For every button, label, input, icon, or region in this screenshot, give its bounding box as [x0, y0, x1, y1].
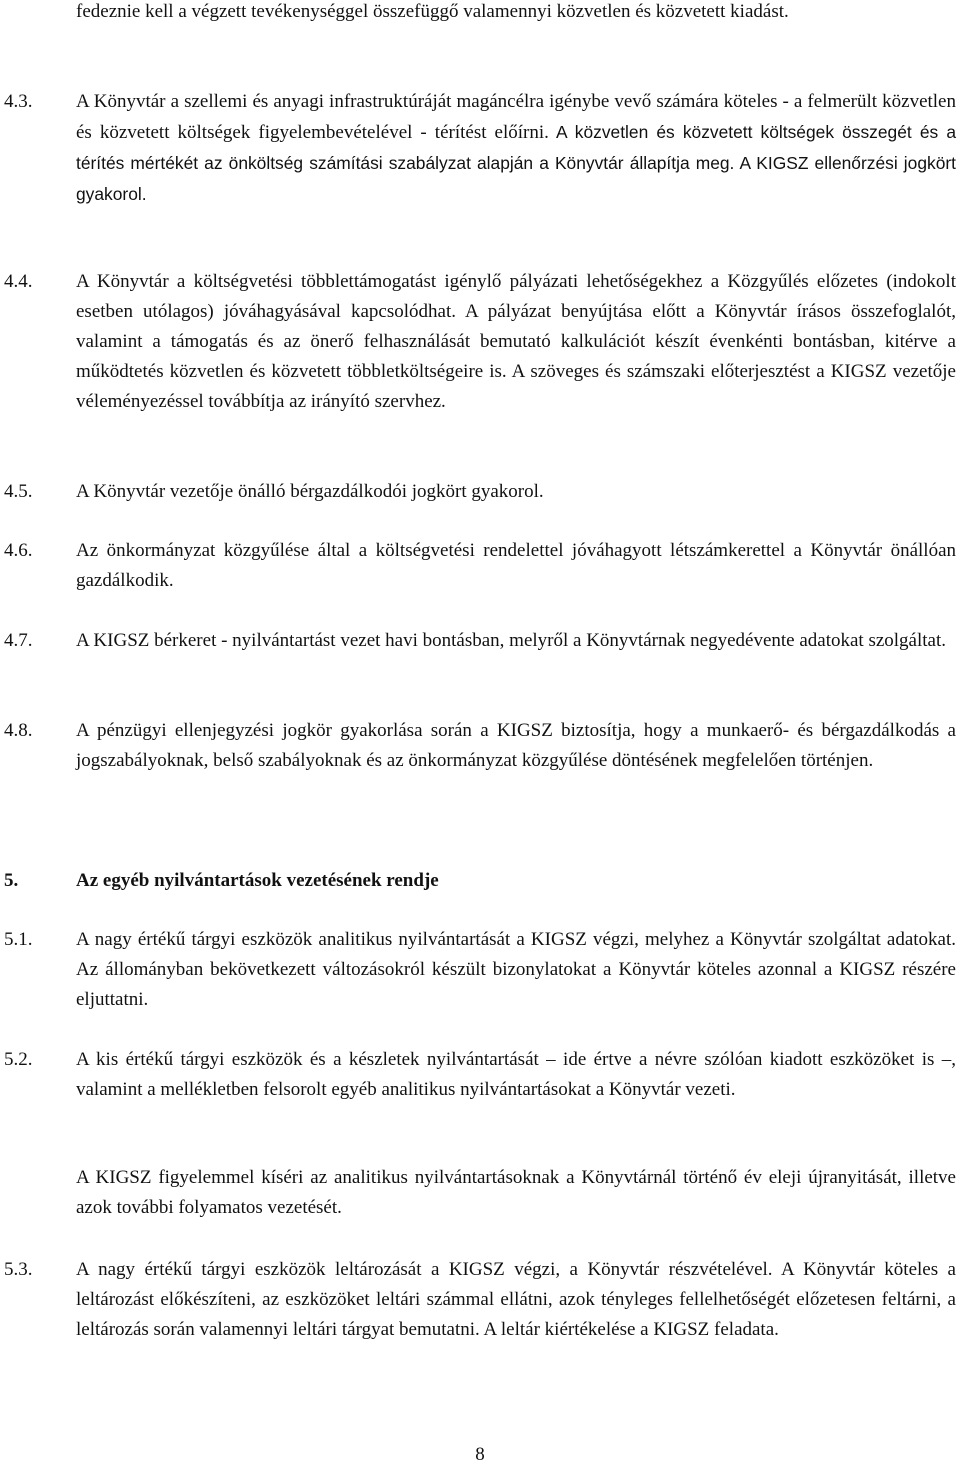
paragraph-number: 4.7. [4, 630, 33, 651]
paragraph-text: fedeznie kell a végzett tevékenységgel összefüggő valamennyi közvetlen és közvetett kiadást. [76, 1, 789, 22]
paragraph-text: A nagy értékű tárgyi eszközök leltározását a KIGSZ végzi, a Könyvtár részvételével. A Könyvtár köteles a leltározást előkészíteni, az eszközöket leltári számmal ellátni, azok tényleges fellelhetőségét előzetesen feltárni, a leltározás során valamennyi leltári tárgyat bemutatni. A leltár kiértékelése a KIGSZ feladata. [76, 1259, 956, 1340]
page-number: 8 [475, 1444, 485, 1465]
paragraph-text: A KIGSZ figyelemmel kíséri az analitikus nyilvántartásoknak a Könyvtárnál történő év eleji újranyitását, illetve azok további folyamatos vezetését. [76, 1167, 956, 1218]
paragraph-text: A KIGSZ bérkeret - nyilvántartást vezet havi bontásban, melyről a Könyvtárnak negyedévente adatokat szolgáltat. [76, 630, 947, 651]
paragraph-text: A kis értékű tárgyi eszközök és a készletek nyilvántartását – ide értve a névre szólóan kiadott eszközöket is –, valamint a mellékletben felsorolt egyéb analitikus nyilvántartásokat a Könyvtár vezeti. [76, 1049, 956, 1100]
section-number: 5. [4, 870, 19, 891]
paragraph-text-serif: A Könyvtár a szellemi és anyagi infrastruktúráját magáncélra igénybe vevő számára köteles - a felmerült közvetlen és közvetett költségek figyelembevételével - térítést előírni. [76, 91, 956, 143]
paragraph-number: 4.8. [4, 720, 33, 741]
paragraph-text: A nagy értékű tárgyi eszközök analitikus nyilvántartását a KIGSZ végzi, melyhez a Könyvtár szolgáltat adatokat. Az állományban bekövetkezett változásokról készült bizonylatokat a Könyvtár köteles azonnal a KIGSZ részére eljuttatni. [76, 929, 956, 1010]
paragraph-text [76, 87, 956, 210]
paragraph-text: A Könyvtár vezetője önálló bérgazdálkodói jogkört gyakorol. [76, 481, 544, 502]
paragraph-number: 4.4. [4, 271, 33, 292]
paragraph-number: 4.5. [4, 481, 33, 502]
paragraph-number: 5.1. [4, 929, 33, 950]
section-title: Az egyéb nyilvántartások vezetésének rendje [76, 870, 439, 891]
paragraph-text: A pénzügyi ellenjegyzési jogkör gyakorlása során a KIGSZ biztosítja, hogy a munkaerő- és bérgazdálkodás a jogszabályoknak, belső szabályoknak és az önkormányzat közgyűlése döntésének megfelelően történjen. [76, 720, 956, 771]
paragraph-text: Az önkormányzat közgyűlése által a költségvetési rendelettel jóváhagyott létszámkerettel a Könyvtár önállóan gazdálkodik. [76, 540, 956, 591]
paragraph-number: 5.2. [4, 1049, 33, 1070]
paragraph-text-sans: A közvetlen és közvetett költségek összegét és a térítés mértékét az önköltség számítási szabályzat alapján a Könyvtár állapítja meg. A KIGSZ ellenőrzési jogkört gyakorol. [76, 122, 956, 204]
paragraph-number: 5.3. [4, 1259, 33, 1280]
paragraph-number: 4.3. [4, 91, 33, 112]
paragraph-text: A Könyvtár a költségvetési többlettámogatást igénylő pályázati lehetőségekhez a Közgyűlés előzetes (indokolt esetben utólagos) jóváhagyásával kapcsolódhat. A pályázat benyújtása előtt a Könyvtár írásos összefoglalót, valamint a támogatás és az önerő felhasználását bemutató kalkulációt készít évenkénti bontásban, kitérve a működtetés közvetlen és közvetett többletköltségeire is. A szöveges és számszaki előterjesztést a KIGSZ vezetője véleményezéssel továbbítja az irányító szervhez. [76, 271, 956, 412]
paragraph-number: 4.6. [4, 540, 33, 561]
